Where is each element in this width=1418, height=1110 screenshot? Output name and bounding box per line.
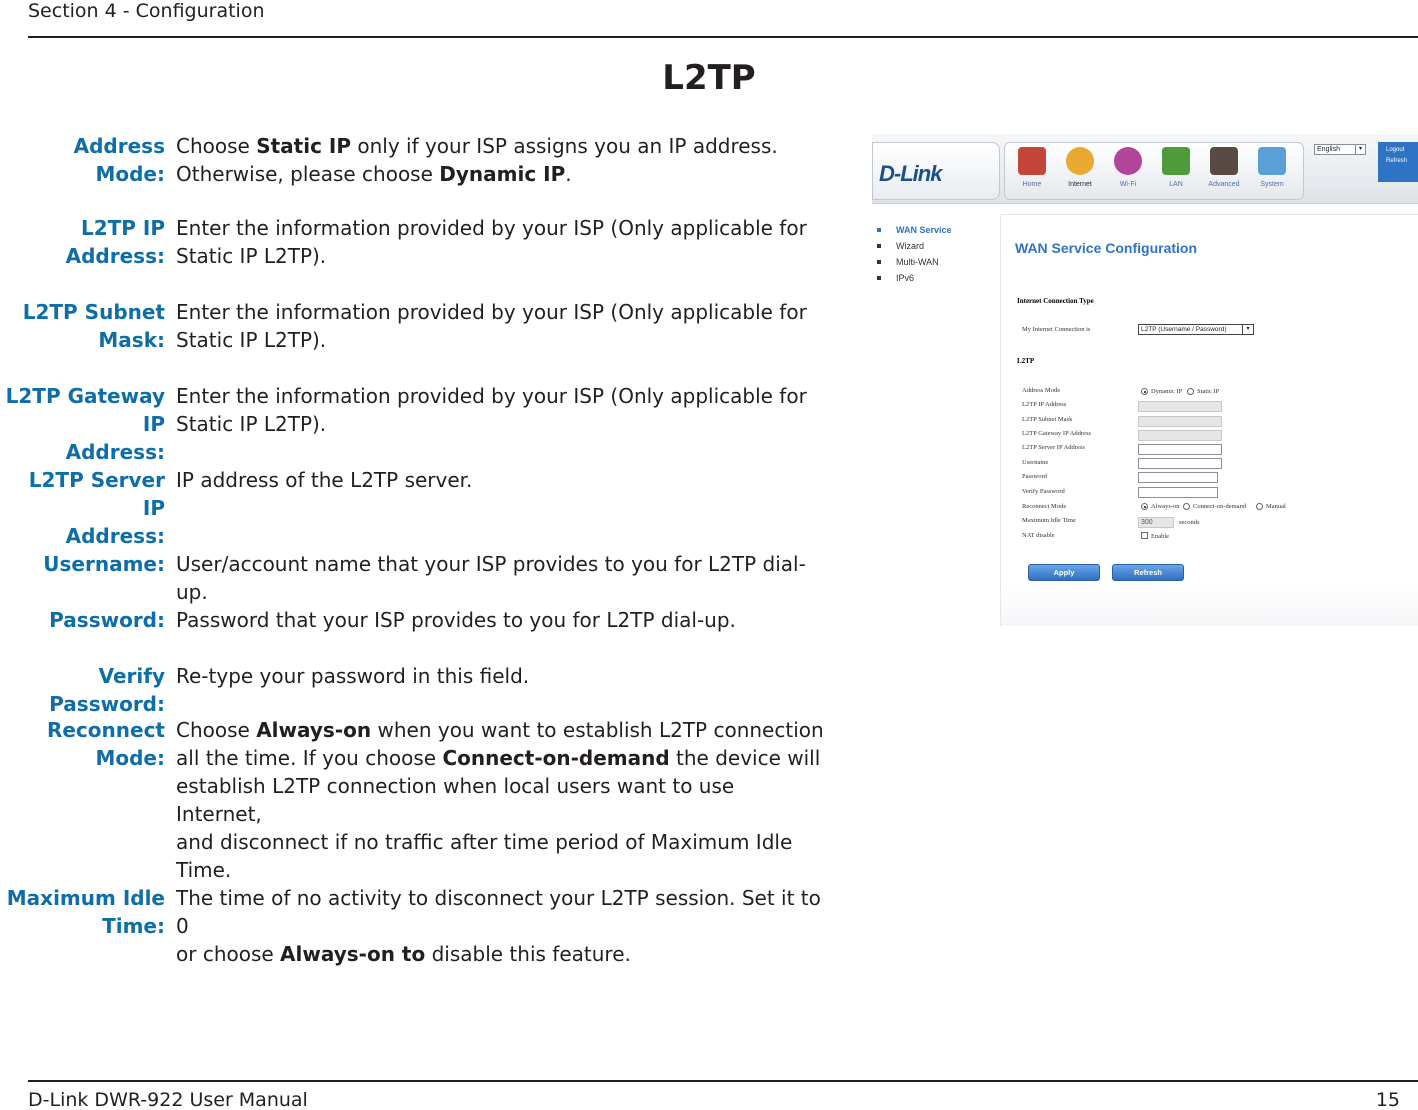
wan-config-title: WAN Service Configuration <box>1015 240 1198 256</box>
static-ip-label: Static IP <box>1197 388 1220 395</box>
router-topbar <box>872 134 1418 204</box>
router-navbar <box>1004 142 1304 200</box>
max-idle-label: Maximum Idle Time <box>1022 517 1076 524</box>
verify-password-field[interactable] <box>1138 487 1218 498</box>
sidebar-item-wizard[interactable]: Wizard <box>872 238 997 254</box>
home-icon <box>1018 147 1046 175</box>
language-value: English <box>1317 146 1340 153</box>
term-l2tp-server-ip: L2TP Server IP Address: <box>28 468 165 548</box>
idle-unit: seconds <box>1179 519 1200 526</box>
logout-link[interactable]: Logout <box>1386 147 1405 153</box>
term-l2tp-ip-address: L2TP IP Address: <box>65 216 165 268</box>
term-address-mode: Address Mode: <box>73 134 165 186</box>
desc-l2tp-subnet-mask: Enter the information provided by your ISP (Only applicable for Static IP L2TP). <box>176 300 807 352</box>
l2tp-ip-field[interactable] <box>1138 401 1222 412</box>
nav-label: Home <box>1022 181 1042 188</box>
always-on-label: Always-on <box>1151 503 1180 510</box>
term-verify-password: Verify Password: <box>49 664 165 716</box>
router-sidebar <box>872 222 997 286</box>
manual-title: D-Link DWR-922 User Manual <box>28 1089 308 1110</box>
l2tp-subnet-label: L2TP Subnet Mask <box>1022 416 1073 423</box>
monitor-icon <box>1258 147 1286 175</box>
dynamic-ip-label: Dynamic IP <box>1151 388 1183 395</box>
term-password: Password: <box>49 608 165 632</box>
logo-text: D-Link <box>879 161 942 186</box>
nav-label: Advanced <box>1208 181 1240 188</box>
l2tp-ip-label: L2TP IP Address <box>1022 401 1067 408</box>
term-l2tp-subnet-mask: L2TP Subnet Mask: <box>22 300 165 352</box>
nav-label: System <box>1260 181 1284 188</box>
ict-label: Internet Connection Type <box>1017 297 1094 305</box>
desc-address-mode: Choose Static IP only if your ISP assigns you an IP address. Otherwise, please choose Dynamic IP. <box>176 134 778 186</box>
connect-on-demand-label: Connect-on-demand <box>1193 503 1247 510</box>
username-field[interactable] <box>1138 458 1222 469</box>
section-header: Section 4 - Configuration <box>28 0 265 22</box>
password-label: Password <box>1022 473 1047 480</box>
nav-label: Internet <box>1068 181 1092 188</box>
nav-advanced[interactable] <box>1201 147 1247 188</box>
static-ip-radio[interactable] <box>1187 388 1194 395</box>
password-field[interactable] <box>1138 472 1218 483</box>
dlink-logo <box>872 142 1000 200</box>
term-l2tp-gateway-ip: L2TP Gateway IP Address: <box>5 384 165 464</box>
nav-internet[interactable] <box>1057 147 1103 188</box>
nav-home[interactable] <box>1009 147 1055 188</box>
l2tp-server-field[interactable] <box>1138 444 1222 455</box>
nav-label: LAN <box>1169 181 1183 188</box>
connect-on-demand-radio[interactable] <box>1183 503 1190 510</box>
apply-button[interactable]: Apply <box>1028 564 1100 581</box>
address-mode-label: Address Mode <box>1022 387 1061 394</box>
desc-l2tp-ip-address: Enter the information provided by your ISP (Only applicable for Static IP L2TP). <box>176 216 807 268</box>
always-on-radio[interactable] <box>1141 503 1148 510</box>
l2tp-gateway-label: L2TP Gateway IP Address <box>1022 430 1092 437</box>
nat-disable-label: NAT disable <box>1022 532 1055 539</box>
router-screenshot <box>872 134 1418 626</box>
desc-verify-password: Re-type your password in this field. <box>176 664 530 688</box>
term-username: Username: <box>43 552 165 576</box>
chevron-down-icon: ▾ <box>1242 325 1253 334</box>
desc-password: Password that your ISP provides to you for L2TP dial-up. <box>176 608 736 632</box>
l2tp-label: L2TP <box>1017 357 1035 365</box>
l2tp-subnet-field[interactable] <box>1138 416 1222 427</box>
chevron-down-icon: ▾ <box>1355 145 1365 154</box>
refresh-link[interactable]: Refresh <box>1386 158 1408 164</box>
connection-type-select[interactable] <box>1138 324 1254 335</box>
desc-reconnect-mode: Choose Always-on when you want to establish L2TP connection all the time. If you choose Connect-on-demand the device will establish L2TP connection when local users want to use Internet, and disconnect if no traffic after time period of Maximum Idle Time. <box>176 718 824 882</box>
wifi-icon <box>1114 147 1142 175</box>
nav-lan[interactable] <box>1153 147 1199 188</box>
footer-rule <box>28 1080 1418 1082</box>
max-idle-field[interactable]: 300 <box>1138 517 1174 528</box>
nat-enable-label: Enable <box>1151 533 1170 540</box>
desc-l2tp-server-ip: IP address of the L2TP server. <box>176 468 473 492</box>
nav-label: Wi-Fi <box>1119 181 1137 188</box>
desc-username: User/account name that your ISP provides to you for L2TP dial-up. <box>176 552 806 604</box>
term-reconnect-mode: Reconnect Mode: <box>46 718 165 770</box>
username-label: Username <box>1022 459 1049 466</box>
l2tp-gateway-field[interactable] <box>1138 430 1222 441</box>
lan-icon <box>1162 147 1190 175</box>
connection-type-value: L2TP (Username / Password) <box>1141 326 1227 333</box>
page-title: L2TP <box>662 58 756 98</box>
verify-password-label: Verify Password <box>1022 488 1065 495</box>
nav-wifi[interactable] <box>1105 147 1151 188</box>
sidebar-item-ipv6[interactable]: IPv6 <box>872 270 997 286</box>
l2tp-server-label: L2TP Server IP Address <box>1022 444 1085 451</box>
my-connection-label: My Internet Connection is <box>1022 326 1091 333</box>
language-select[interactable] <box>1314 144 1366 155</box>
desc-maximum-idle-time: The time of no activity to disconnect your L2TP session. Set it to 0 or choose Always-on to disable this feature. <box>176 886 821 966</box>
manual-radio[interactable] <box>1256 503 1263 510</box>
refresh-button[interactable]: Refresh <box>1112 564 1184 581</box>
dynamic-ip-radio[interactable] <box>1141 388 1148 395</box>
term-maximum-idle-time: Maximum Idle Time: <box>6 886 165 938</box>
nat-enable-checkbox[interactable] <box>1141 532 1148 539</box>
globe-icon <box>1066 147 1094 175</box>
reconnect-mode-label: Reconnect Mode <box>1022 503 1067 510</box>
manual-label: Manual <box>1266 503 1286 510</box>
sidebar-item-wan-service[interactable]: WAN Service <box>872 222 997 238</box>
page-number: 15 <box>1375 1089 1400 1110</box>
nav-system[interactable] <box>1249 147 1295 188</box>
tools-icon <box>1210 147 1238 175</box>
right-menu <box>1378 142 1418 182</box>
desc-l2tp-gateway-ip: Enter the information provided by your ISP (Only applicable for Static IP L2TP). <box>176 384 807 436</box>
sidebar-item-multi-wan[interactable]: Multi-WAN <box>872 254 997 270</box>
